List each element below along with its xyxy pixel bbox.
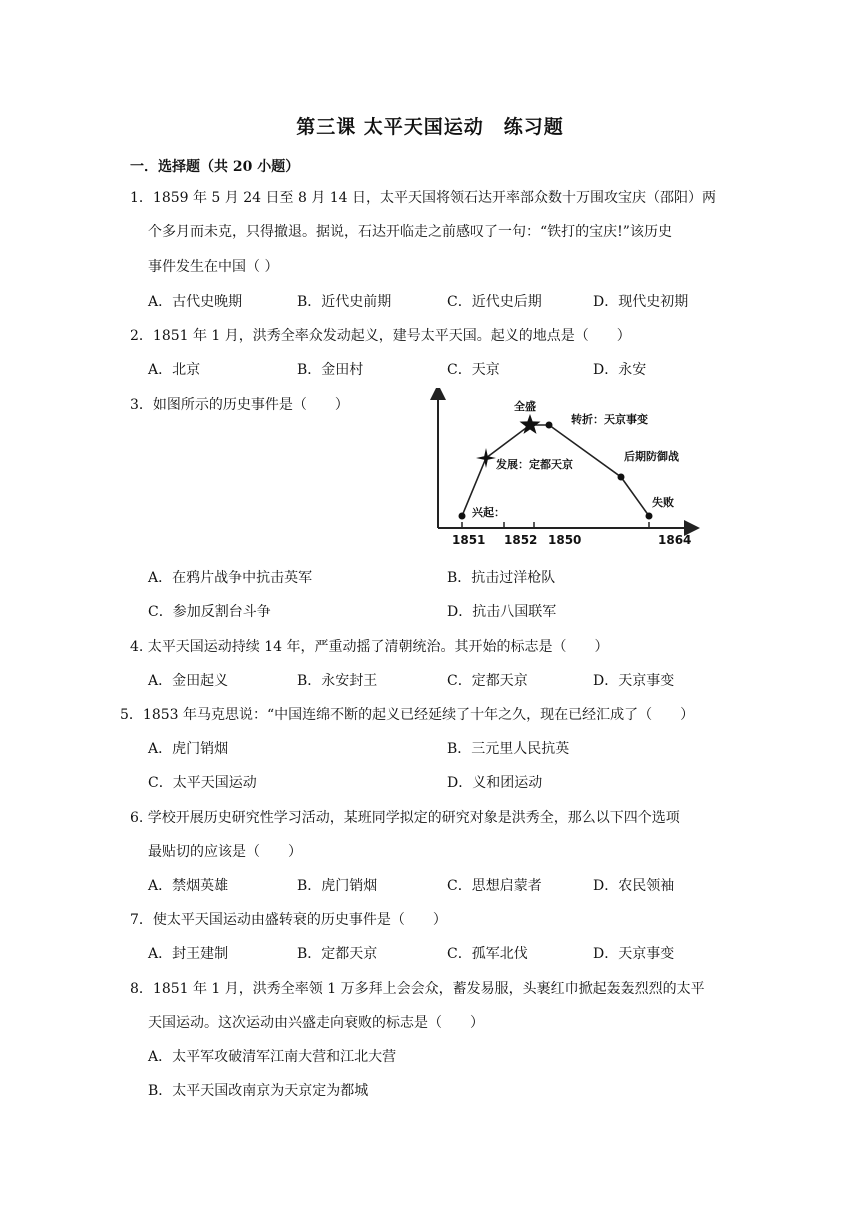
question-7-option-c: C．孤军北伐 — [447, 946, 528, 962]
point-marker-dot — [618, 474, 625, 481]
question-2-option-c: C．天京 — [447, 362, 500, 378]
question-3-line-1: 3．如图所示的历史事件是（ ） — [130, 397, 349, 413]
question-2-option-d: D．永安 — [593, 362, 647, 378]
question-6-line-1: 6. 学校开展历史研究性学习活动，某班同学拟定的研究对象是洪秀全，那么以下四个选项 — [130, 810, 680, 826]
taiping-timeline-chart — [430, 388, 700, 553]
question-7-line-1: 7．使太平天国运动由盛转衰的历史事件是（ ） — [130, 912, 447, 928]
point-label: 转折：天京事变 — [571, 413, 648, 426]
x-tick-label-1864: 1864 — [658, 533, 692, 547]
question-3-option-a: A．在鸦片战争中抗击英军 — [148, 570, 313, 586]
question-4-option-d: D．天京事变 — [593, 673, 675, 689]
question-6-option-a: A．禁烟英雄 — [148, 878, 229, 894]
question-5-option-d: D．义和团运动 — [447, 775, 543, 791]
question-2-option-b: B．金田村 — [297, 362, 364, 378]
question-7-option-b: B．定都天京 — [297, 946, 378, 962]
point-marker-dot — [459, 513, 466, 520]
question-1-option-b: B．近代史前期 — [297, 294, 392, 310]
question-3-option-b: B．抗击过洋枪队 — [447, 570, 556, 586]
question-7-option-d: D．天京事变 — [593, 946, 675, 962]
question-4-option-a: A．金田起义 — [148, 673, 229, 689]
question-1-line-2: 个多月而未克，只得撤退。据说，石达开临走之前感叹了一句：“铁打的宝庆!”该历史 — [148, 224, 672, 240]
x-tick-label-1850: 1850 — [548, 533, 582, 547]
question-6-line-2: 最贴切的应该是（ ） — [148, 844, 302, 860]
section-heading: 一．选择题（共 20 小题） — [130, 159, 300, 175]
point-label: 全盛 — [514, 400, 536, 413]
chart-svg — [430, 388, 700, 553]
point-label: 后期防御战 — [624, 450, 679, 463]
question-5-option-b: B．三元里人民抗英 — [447, 741, 570, 757]
question-1-line-3: 事件发生在中国（ ） — [148, 259, 279, 275]
point-label: 失败 — [652, 496, 674, 509]
question-3-option-d: D．抗击八国联军 — [447, 604, 557, 620]
question-4-option-b: B．永安封王 — [297, 673, 378, 689]
question-2-line-1: 2．1851 年 1 月，洪秀全率众发动起义，建号太平天国。起义的地点是（ ） — [130, 328, 631, 344]
x-tick-label-1852: 1852 — [504, 533, 538, 547]
question-6-option-c: C．思想启蒙者 — [447, 878, 542, 894]
question-4-line-1: 4. 太平天国运动持续 14 年，严重动摇了清朝统治。其开始的标志是（ ） — [130, 639, 609, 655]
question-6-option-d: D．农民领袖 — [593, 878, 675, 894]
question-5-option-c: C．太平天国运动 — [148, 775, 257, 791]
question-1-option-c: C．近代史后期 — [447, 294, 542, 310]
page-title: 第三课 太平天国运动 练习题 — [296, 116, 564, 138]
point-label: 发展：定都天京 — [496, 458, 573, 471]
question-5-option-a: A．虎门销烟 — [148, 741, 229, 757]
question-4-option-c: C．定都天京 — [447, 673, 528, 689]
point-marker-dot — [546, 422, 553, 429]
question-6-option-b: B．虎门销烟 — [297, 878, 378, 894]
question-3-option-c: C．参加反割台斗争 — [148, 604, 271, 620]
question-8-option-b: B．太平天国改南京为天京定为都城 — [148, 1083, 369, 1099]
question-8-line-1: 8．1851 年 1 月，洪秀全率领 1 万多拜上会会众，蓄发易服，头裹红巾掀起轰轰烈烈的太平 — [130, 981, 705, 997]
question-1-option-d: D．现代史初期 — [593, 294, 689, 310]
question-2-option-a: A．北京 — [148, 362, 201, 378]
question-7-option-a: A．封王建制 — [148, 946, 229, 962]
question-5-line-1: 5．1853 年马克思说：“中国连绵不断的起义已经延续了十年之久，现在已经汇成了（ ） — [120, 707, 695, 723]
point-label: 兴起： — [472, 506, 505, 519]
question-8-option-a: A．太平军攻破清军江南大营和江北大营 — [148, 1049, 397, 1065]
point-marker-star — [476, 448, 496, 468]
x-tick-label-1851: 1851 — [452, 533, 486, 547]
point-marker-dot — [646, 513, 653, 520]
question-1-line-1: 1．1859 年 5 月 24 日至 8 月 14 日，太平天国将领石达开率部众数十万围攻宝庆（邵阳）两 — [130, 190, 717, 206]
question-8-line-2: 天国运动。这次运动由兴盛走向衰败的标志是（ ） — [148, 1015, 484, 1031]
question-1-option-a: A．古代史晚期 — [148, 294, 243, 310]
